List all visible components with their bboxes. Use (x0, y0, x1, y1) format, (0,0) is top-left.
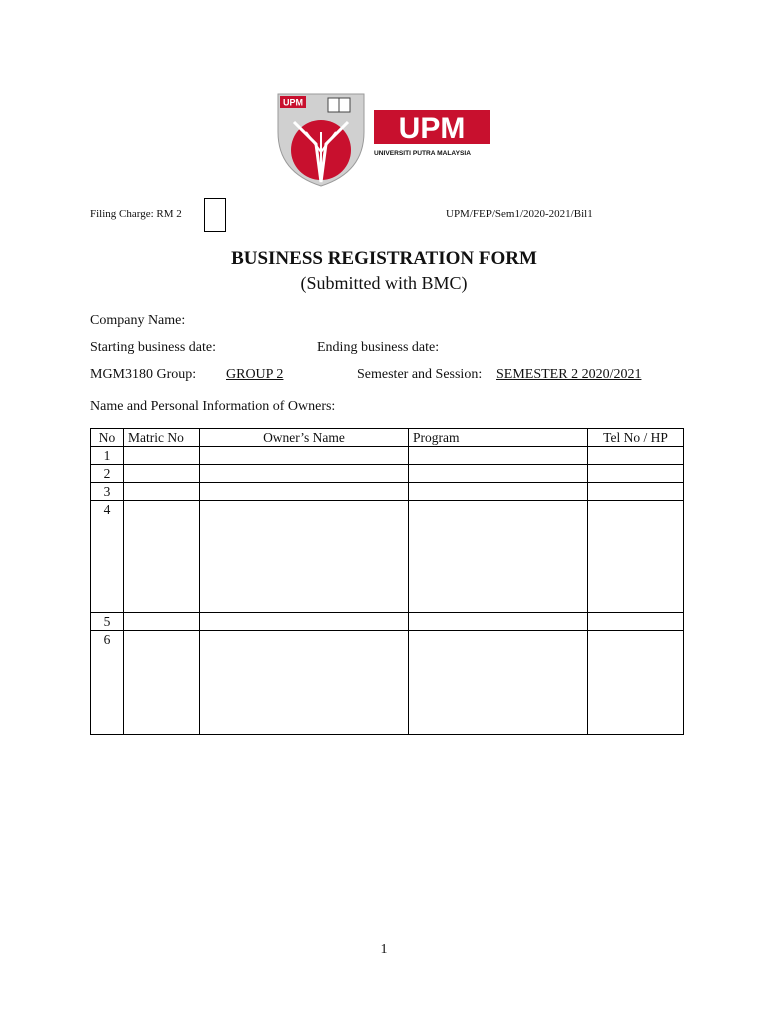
form-subtitle: (Submitted with BMC) (300, 273, 468, 293)
program-cell[interactable] (409, 483, 588, 501)
owner-name-cell[interactable] (200, 447, 409, 465)
table-row (91, 501, 684, 613)
end-date-label: Ending business date: (317, 340, 440, 355)
table-row (91, 483, 684, 501)
table-header-row (91, 429, 684, 447)
filing-charge: Filing Charge: RM 2 (90, 208, 182, 220)
upm-logo (276, 92, 496, 188)
program-cell[interactable] (409, 501, 588, 613)
matric-cell[interactable] (124, 631, 200, 735)
col-program: Program (409, 429, 588, 447)
owner-name-cell[interactable] (200, 465, 409, 483)
row-number: 4 (91, 501, 124, 613)
tel-cell[interactable] (588, 613, 684, 631)
owner-name-cell[interactable] (200, 501, 409, 613)
tel-cell[interactable] (588, 465, 684, 483)
reference-number: UPM/FEP/Sem1/2020-2021/Bil1 (446, 208, 593, 220)
table-row (91, 631, 684, 735)
session-label: Semester and Session: (357, 367, 483, 382)
program-cell[interactable] (409, 465, 588, 483)
matric-cell[interactable] (124, 483, 200, 501)
matric-cell[interactable] (124, 465, 200, 483)
row-number: 1 (91, 447, 124, 465)
row-number: 6 (91, 631, 124, 735)
row-number: 3 (91, 483, 124, 501)
filing-charge-box (204, 198, 226, 232)
matric-cell[interactable] (124, 447, 200, 465)
tel-cell[interactable] (588, 447, 684, 465)
program-cell[interactable] (409, 447, 588, 465)
col-matric-no: Matric No (124, 429, 200, 447)
owners-heading: Name and Personal Information of Owners: (90, 399, 336, 414)
table-row (91, 613, 684, 631)
row-number: 5 (91, 613, 124, 631)
col-tel: Tel No / HP (588, 429, 684, 447)
logo-subtitle: UNIVERSITI PUTRA MALAYSIA (374, 150, 471, 157)
group-value: GROUP 2 (226, 367, 284, 382)
tel-cell[interactable] (588, 483, 684, 501)
owner-name-cell[interactable] (200, 613, 409, 631)
start-date-label: Starting business date: (90, 340, 216, 355)
tel-cell[interactable] (588, 501, 684, 613)
program-cell[interactable] (409, 631, 588, 735)
program-cell[interactable] (409, 613, 588, 631)
logo-wordmark: UPM (398, 112, 466, 145)
row-number: 2 (91, 465, 124, 483)
page-number: 1 (380, 942, 388, 957)
form-title: BUSINESS REGISTRATION FORM (231, 248, 537, 269)
col-no: No (91, 429, 124, 447)
owners-table (90, 428, 684, 735)
owner-name-cell[interactable] (200, 631, 409, 735)
table-row (91, 447, 684, 465)
session-value: SEMESTER 2 2020/2021 (496, 367, 642, 382)
tel-cell[interactable] (588, 631, 684, 735)
table-row (91, 465, 684, 483)
logo-badge-text: UPM (283, 97, 303, 108)
matric-cell[interactable] (124, 613, 200, 631)
group-label: MGM3180 Group: (90, 367, 197, 382)
matric-cell[interactable] (124, 501, 200, 613)
col-owner-name: Owner’s Name (200, 429, 409, 447)
owner-name-cell[interactable] (200, 483, 409, 501)
company-name-label: Company Name: (90, 313, 186, 328)
